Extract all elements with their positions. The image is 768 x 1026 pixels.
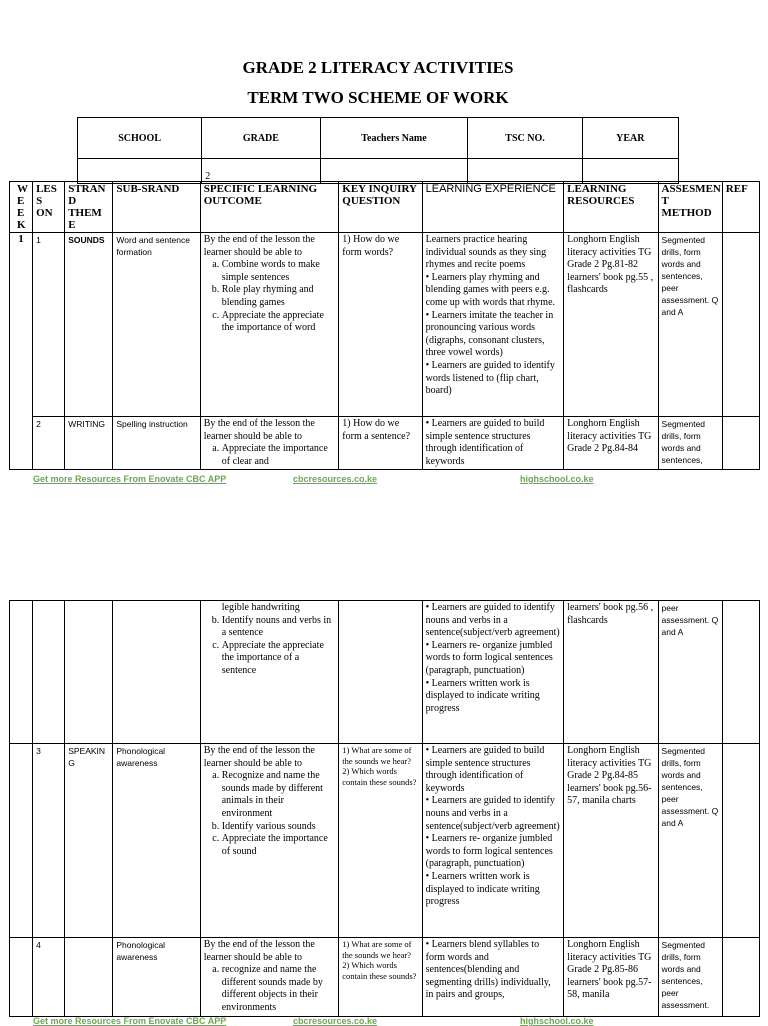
learning-experience: • Learners are guided to build simple sentence structures through identification of keywords • Learners are guided to identify nouns and verbs in a sentence(subject/verb agreement) • Learners re- organize jumbled words to form logical sentences (paragraph, punctuation) • Learners written work is displayed to indicate writing progress bbox=[422, 744, 564, 938]
inquiry-question: 1) How do we form words? bbox=[339, 233, 422, 417]
sub-strand: Phonological awareness bbox=[113, 744, 200, 938]
week-number: 1 bbox=[10, 233, 33, 470]
learning-outcome: legible handwriting b. Identify nouns and verbs in a sentence c. Appreciate the appreciate the importance of a sentence bbox=[200, 601, 339, 744]
lesson-number: 1 bbox=[33, 233, 65, 417]
header-school: SCHOOL bbox=[78, 118, 202, 159]
col-week: WEEK bbox=[10, 182, 33, 233]
assessment-method: Segmented drills, form words and sentences, peer assessment. Q and A bbox=[658, 233, 722, 417]
col-assessment: ASSESMEN T METHOD bbox=[658, 182, 722, 233]
scheme-table-continued bbox=[9, 600, 760, 1017]
strand: WRITING bbox=[65, 417, 113, 470]
sub-strand: Word and sentence formation bbox=[113, 233, 200, 417]
value-grade: 2 bbox=[202, 159, 320, 184]
learning-resources: learners' book pg.56 , flashcards bbox=[564, 601, 658, 744]
ref-cell bbox=[722, 601, 759, 744]
assessment-method: peer assessment. Q and A bbox=[658, 601, 722, 744]
lesson-number: 3 bbox=[33, 744, 65, 938]
ref-cell bbox=[722, 744, 759, 938]
learning-resources: Longhorn English literacy activities TG Grade 2 Pg.84-85 learners' book pg.56-57, manila charts bbox=[564, 744, 658, 938]
learning-outcome: By the end of the lesson the learner should be able to a. Recognize and name the sounds made by different animals in their environment b. Identify various sounds c. Appreciate the importance of sound bbox=[200, 744, 339, 938]
strand bbox=[65, 938, 113, 1017]
learning-resources: Longhorn English literacy activities TG Grade 2 Pg.84-84 bbox=[564, 417, 658, 470]
ref-cell bbox=[722, 938, 759, 1017]
week-cell bbox=[10, 744, 33, 938]
week-cell bbox=[10, 938, 33, 1017]
col-inquiry: KEY INQUIRY QUESTION bbox=[339, 182, 422, 233]
scheme-table bbox=[9, 181, 760, 470]
col-strand: STRAN D THEM E bbox=[65, 182, 113, 233]
learning-resources: Longhorn English literacy activities TG Grade 2 Pg.81-82 learners' book pg.55 , flashcards bbox=[564, 233, 658, 417]
page-title: GRADE 2 LITERACY ACTIVITIES bbox=[242, 58, 514, 77]
header-year: YEAR bbox=[582, 118, 678, 159]
value-school bbox=[78, 159, 202, 184]
inquiry-question: 1) How do we form a sentence? bbox=[339, 417, 422, 470]
col-sub-strand: SUB-SRAND bbox=[113, 182, 200, 233]
sub-strand: Phonological awareness bbox=[113, 938, 200, 1017]
col-outcome: SPECIFIC LEARNING OUTCOME bbox=[200, 182, 339, 233]
footer-link-highschool[interactable]: highschool.co.ke bbox=[520, 474, 594, 484]
assessment-method: Segmented drills, form words and sentences, bbox=[658, 417, 722, 470]
learning-resources: Longhorn English literacy activities TG Grade 2 Pg.85-86 learners' book pg.57-58, manila bbox=[564, 938, 658, 1017]
learning-outcome: By the end of the lesson the learner should be able to a. Appreciate the importance of clear and bbox=[200, 417, 339, 470]
footer-text: Get more Resources From Enovate CBC APP bbox=[33, 474, 227, 484]
learning-outcome: By the end of the lesson the learner should be able to a. Combine words to make simple sentences b. Role play rhyming and blending games c. Appreciate the appreciate the importance of word bbox=[200, 233, 339, 417]
school-info-table bbox=[77, 117, 679, 184]
col-lesson: LES S ON bbox=[33, 182, 65, 233]
col-ref: REF bbox=[722, 182, 759, 233]
header-teachers-name: Teachers Name bbox=[320, 118, 468, 159]
header-tsc-no: TSC NO. bbox=[468, 118, 582, 159]
learning-experience: Learners practice hearing individual sounds as they sing rhymes and recite poems • Learners play rhyming and blending games with peers e.g. come up with words that rhyme. • Learners imitate the teacher in pronouncing various words (digraphs, consonant clusters, three vowel words) • Learners are guided to identify words listened to (flip chart, board) bbox=[422, 233, 564, 417]
learning-experience: • Learners blend syllables to form words and sentences(blending and segmenting drills) individually, in pairs and groups, bbox=[422, 938, 564, 1017]
assessment-method: Segmented drills, form words and sentences, peer assessment. bbox=[658, 938, 722, 1017]
col-resources: LEARNING RESOURCES bbox=[564, 182, 658, 233]
strand: SOUNDS bbox=[65, 233, 113, 417]
value-year bbox=[582, 159, 678, 184]
footer-link-cbcresources[interactable]: cbcresources.co.ke bbox=[293, 1016, 378, 1026]
col-experience: LEARNING EXPERIENCE bbox=[422, 182, 564, 233]
inquiry-question: 1) What are some of the sounds we hear? 2) Which words contain these sounds? bbox=[339, 744, 422, 938]
assessment-method: Segmented drills, form words and sentences, peer assessment. Q and A bbox=[658, 744, 722, 938]
sub-strand: Spelling instruction bbox=[113, 417, 200, 470]
page-subtitle: TERM TWO SCHEME OF WORK bbox=[247, 88, 509, 107]
week-cell bbox=[10, 601, 33, 744]
strand: SPEAKIN G bbox=[65, 744, 113, 938]
ref-cell bbox=[722, 233, 759, 417]
learning-experience: • Learners are guided to identify nouns and verbs in a sentence(subject/verb agreement) • Learners re- organize jumbled words to form logical sentences (paragraph, punctuation) • Learners written work is displayed to indicate writing progress bbox=[422, 601, 564, 744]
value-tsc-no bbox=[468, 159, 582, 184]
footer-link-cbcresources[interactable]: cbcresources.co.ke bbox=[293, 474, 378, 484]
strand bbox=[65, 601, 113, 744]
lesson-number bbox=[33, 601, 65, 744]
learning-outcome: By the end of the lesson the learner should be able to a. recognize and name the different sounds made by different objects in their environments bbox=[200, 938, 339, 1017]
header-grade: GRADE bbox=[202, 118, 320, 159]
learning-experience: • Learners are guided to build simple sentence structures through identification of keywords bbox=[422, 417, 564, 470]
inquiry-question: 1) What are some of the sounds we hear? 2) Which words contain these sounds? bbox=[339, 938, 422, 1017]
sub-strand bbox=[113, 601, 200, 744]
footer-link-highschool[interactable]: highschool.co.ke bbox=[520, 1016, 594, 1026]
footer-text: Get more Resources From Enovate CBC APP bbox=[33, 1016, 227, 1026]
lesson-number: 2 bbox=[33, 417, 65, 470]
lesson-number: 4 bbox=[33, 938, 65, 1017]
value-teachers-name bbox=[320, 159, 468, 184]
inquiry-question bbox=[339, 601, 422, 744]
ref-cell bbox=[722, 417, 759, 470]
